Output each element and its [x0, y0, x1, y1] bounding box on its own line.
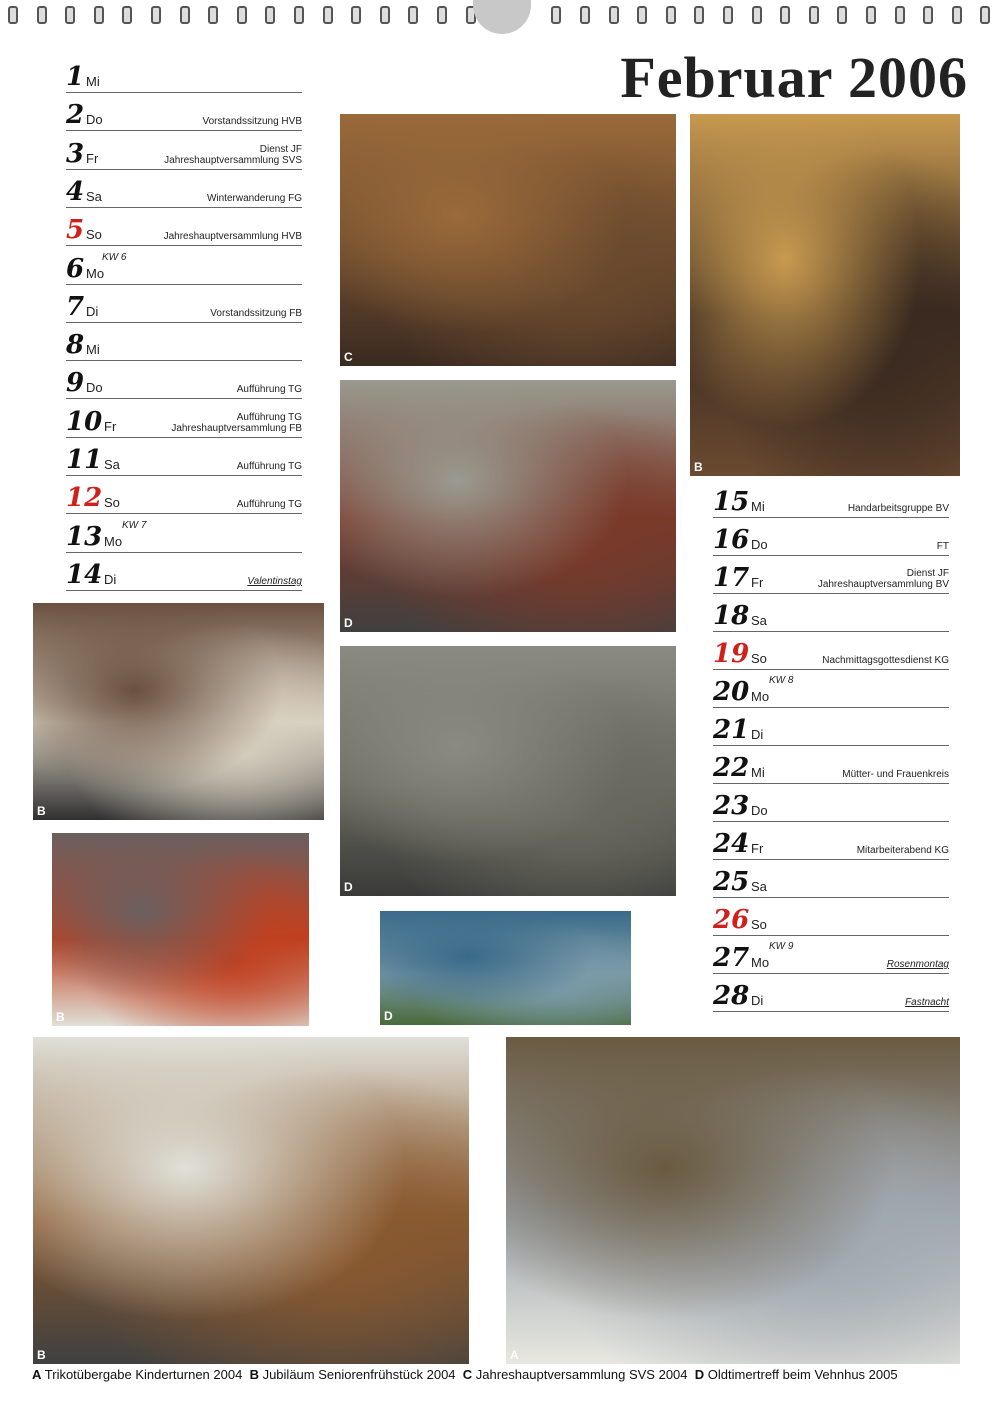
weekday-label: Mi: [751, 499, 765, 514]
photo-label: C: [344, 350, 353, 364]
event-text: Vorstandssitzung HVB: [202, 116, 302, 128]
day-row: [713, 707, 949, 746]
day-number: 28: [713, 981, 750, 1011]
day-number: 1: [66, 62, 85, 92]
spiral-ring: [809, 6, 819, 24]
page-title: Februar 2006: [620, 45, 968, 110]
weekday-label: So: [751, 917, 767, 932]
day-number: 22: [713, 753, 750, 783]
day-number: 13: [66, 521, 103, 552]
day-row: [66, 360, 302, 399]
spiral-ring: [94, 6, 104, 24]
event-text: Dienst JF Jahreshauptversammlung BV: [817, 568, 949, 590]
spiral-ring: [294, 6, 304, 24]
spiral-ring: [551, 6, 561, 24]
photo-label: B: [37, 804, 46, 818]
spiral-ring: [694, 6, 704, 24]
photo: [340, 380, 676, 632]
spiral-ring: [180, 6, 190, 24]
event-text: Aufführung TG: [236, 461, 302, 472]
photo-label: B: [694, 460, 703, 474]
day-row: [66, 92, 302, 131]
spiral-ring: [122, 6, 132, 24]
weekday-label: Di: [104, 571, 117, 587]
day-row: [713, 973, 949, 1012]
weekday-label: Sa: [86, 188, 102, 204]
day-row: [713, 555, 949, 594]
event-text: Handarbeitsgruppe BV: [847, 503, 949, 514]
day-number: 25: [713, 867, 750, 897]
day-number: 12: [66, 483, 103, 514]
day-number: 8: [66, 330, 85, 361]
week-number: KW 9: [769, 941, 794, 952]
day-number: 18: [713, 601, 750, 631]
event-text: Mitarbeiterabend KG: [856, 845, 949, 856]
weekday-label: So: [86, 227, 102, 243]
spiral-ring: [609, 6, 619, 24]
day-row: [713, 859, 949, 898]
day-row: [66, 514, 302, 553]
spiral-ring: [8, 6, 18, 24]
day-row: [66, 399, 302, 438]
photo-label: B: [37, 1348, 46, 1362]
day-row: [713, 935, 949, 974]
spiral-ring: [752, 6, 762, 24]
event-text: Jahreshauptversammlung HVB: [163, 231, 302, 243]
weekday-label: So: [751, 651, 767, 666]
day-row: [66, 131, 302, 170]
photo-label: B: [56, 1010, 65, 1024]
photo: [340, 114, 676, 366]
event-text: Fastnacht: [905, 997, 949, 1008]
spiral-ring: [837, 6, 847, 24]
photo: [690, 114, 960, 476]
photo: [506, 1037, 960, 1364]
week-number: KW 7: [122, 519, 147, 531]
weekday-label: Sa: [751, 879, 767, 894]
weekday-label: Fr: [751, 841, 764, 856]
weekday-label: Di: [86, 303, 99, 319]
caption-item-d: D Oldtimertreff beim Vehnhus 2005: [694, 1367, 898, 1382]
spiral-ring: [37, 6, 47, 24]
event-text: Dienst JF Jahreshauptversammlung SVS: [164, 143, 302, 166]
day-row: [713, 631, 949, 670]
event-text: Aufführung TG: [236, 384, 302, 396]
day-row: [66, 207, 302, 246]
week-number: KW 8: [769, 675, 794, 686]
weekday-label: Mi: [751, 765, 765, 780]
day-row: [713, 479, 949, 518]
day-row: [66, 169, 302, 208]
weekday-label: Mi: [86, 74, 100, 89]
weekday-label: Fr: [751, 575, 764, 590]
spiral-ring: [237, 6, 247, 24]
weekday-label: Sa: [104, 457, 120, 472]
weekday-label: So: [104, 495, 120, 511]
day-number: 10: [66, 406, 103, 437]
weekday-label: Mo: [86, 265, 105, 281]
day-row: [713, 897, 949, 936]
day-number: 6: [66, 253, 85, 284]
spiral-ring: [866, 6, 876, 24]
day-number: 23: [713, 791, 750, 821]
day-row: [66, 437, 302, 476]
weekday-label: Mo: [751, 955, 770, 970]
weekday-label: Di: [751, 993, 764, 1008]
day-row: [713, 517, 949, 556]
day-number: 17: [713, 563, 750, 593]
photo: [33, 1037, 469, 1364]
day-number: 26: [713, 905, 750, 935]
weekday-label: Mo: [104, 533, 123, 549]
day-row: [66, 552, 302, 591]
weekday-label: Do: [86, 112, 103, 128]
photo-label: D: [344, 880, 353, 894]
day-number: 21: [713, 715, 750, 745]
day-number: 27: [713, 943, 750, 973]
event-text: FT: [936, 541, 949, 552]
event-text: Valentinstag: [247, 575, 302, 587]
event-text: Mütter- und Frauenkreis: [842, 769, 949, 780]
photo-label: A: [510, 1348, 519, 1362]
spiral-ring: [437, 6, 447, 24]
spiral-ring: [380, 6, 390, 24]
photo: [52, 833, 309, 1026]
day-row: [713, 669, 949, 708]
spiral-ring: [65, 6, 75, 24]
photo-label: D: [384, 1009, 393, 1023]
day-number: 20: [713, 677, 750, 707]
spiral-ring: [323, 6, 333, 24]
caption-item-b: B Jubiläum Seniorenfrühstück 2004: [249, 1367, 456, 1382]
day-row: [66, 322, 302, 361]
spiral-ring: [980, 6, 990, 24]
event-text: Rosenmontag: [886, 959, 949, 970]
day-number: 19: [713, 639, 750, 669]
spiral-ring: [151, 6, 161, 24]
day-number: 5: [66, 215, 85, 246]
weekday-label: Do: [751, 537, 768, 552]
photo: [33, 603, 324, 820]
spiral-ring: [580, 6, 590, 24]
photo: [380, 911, 631, 1025]
day-row: [66, 54, 302, 93]
weekday-label: Di: [751, 727, 764, 742]
spiral-ring: [952, 6, 962, 24]
day-number: 15: [713, 487, 750, 517]
day-number: 16: [713, 525, 750, 555]
day-number: 4: [66, 176, 85, 207]
day-row: [713, 593, 949, 632]
spiral-ring: [895, 6, 905, 24]
weekday-label: Mi: [86, 342, 100, 358]
day-number: 24: [713, 829, 750, 859]
day-row: [66, 246, 302, 285]
day-number: 7: [66, 291, 85, 322]
weekday-label: Sa: [751, 613, 767, 628]
caption-item-c: C Jahreshauptversammlung SVS 2004: [462, 1367, 688, 1382]
day-row: [66, 475, 302, 514]
event-text: Nachmittagsgottesdienst KG: [822, 655, 949, 666]
day-number: 3: [66, 138, 85, 169]
day-row: [66, 284, 302, 323]
week-number: KW 6: [102, 251, 127, 263]
spiral-ring: [265, 6, 275, 24]
weekday-label: Do: [751, 803, 768, 818]
spiral-ring: [208, 6, 218, 24]
day-number: 2: [66, 100, 85, 131]
weekday-label: Mo: [751, 689, 770, 704]
day-row: [713, 783, 949, 822]
day-row: [713, 745, 949, 784]
spiral-ring: [923, 6, 933, 24]
caption-item-a: A Trikotübergabe Kinderturnen 2004: [32, 1367, 243, 1382]
weekday-label: Fr: [86, 150, 99, 166]
day-number: 14: [66, 559, 103, 590]
spiral-ring: [408, 6, 418, 24]
photo-caption: [32, 1367, 898, 1382]
day-row: [713, 821, 949, 860]
spiral-ring: [666, 6, 676, 24]
spiral-ring: [637, 6, 647, 24]
weekday-label: Do: [86, 380, 103, 396]
hanger-hole: [473, 0, 531, 34]
spiral-ring: [351, 6, 361, 24]
spiral-ring: [723, 6, 733, 24]
day-number: 11: [66, 445, 103, 475]
weekday-label: Fr: [104, 418, 117, 434]
event-text: Vorstandssitzung FB: [210, 307, 302, 319]
photo: [340, 646, 676, 896]
event-text: Winterwanderung FG: [206, 192, 302, 204]
spiral-ring: [780, 6, 790, 24]
day-number: 9: [66, 368, 85, 399]
event-text: Aufführung TG: [236, 499, 302, 511]
event-text: Aufführung TG Jahreshauptversammlung FB: [171, 411, 302, 434]
photo-label: D: [344, 616, 353, 630]
